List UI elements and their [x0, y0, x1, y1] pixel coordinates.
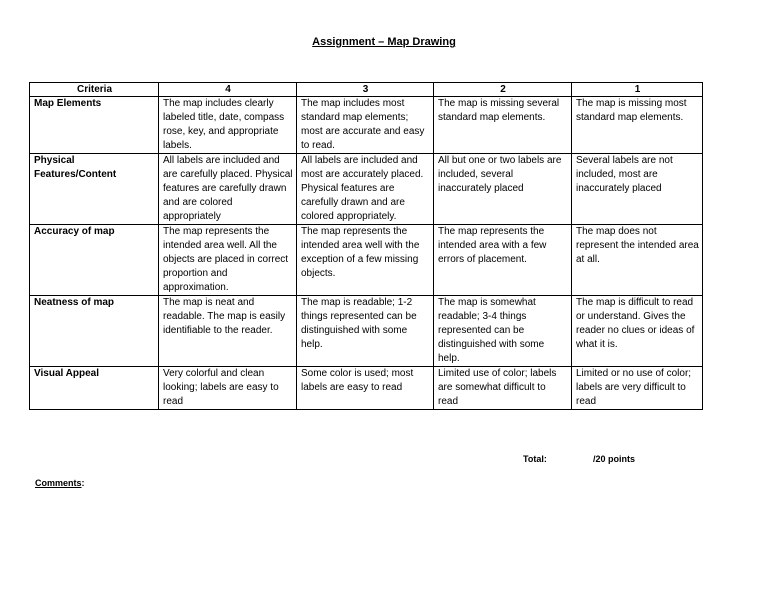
- rubric-cell: The map is somewhat readable; 3-4 things represented can be distinguished with some help.: [434, 296, 572, 367]
- total-points: /20 points: [593, 454, 636, 464]
- header-score-2: 2: [434, 83, 572, 97]
- header-row: [30, 83, 703, 97]
- comments-label-text: Comments: [35, 478, 82, 488]
- table-row: [30, 225, 703, 296]
- page-title: Assignment – Map Drawing: [312, 36, 456, 48]
- table-row: [30, 367, 703, 410]
- rubric-cell: Several labels are not included, most are inaccurately placed: [572, 154, 703, 225]
- rubric-cell: The map represents the intended area well with the exception of a few missing objects.: [297, 225, 434, 296]
- rubric-cell: The map represents the intended area with a few errors of placement.: [434, 225, 572, 296]
- rubric-cell: The map is readable; 1-2 things represented can be distinguished with some help.: [297, 296, 434, 367]
- criteria-cell: Map Elements: [30, 97, 159, 154]
- rubric-cell: The map includes clearly labeled title, date, compass rose, key, and appropriate labels.: [159, 97, 297, 154]
- rubric-cell: The map represents the intended area well. All the objects are placed in correct proportion and approximation.: [159, 225, 297, 296]
- rubric-cell: The map is missing several standard map elements.: [434, 97, 572, 154]
- rubric-cell: Some color is used; most labels are easy to read: [297, 367, 434, 410]
- header-score-4: 4: [159, 83, 297, 97]
- rubric-cell: Limited or no use of color; labels are very difficult to read: [572, 367, 703, 410]
- rubric-cell: All but one or two labels are included, several inaccurately placed: [434, 154, 572, 225]
- header-score-1: 1: [572, 83, 703, 97]
- header-criteria: Criteria: [30, 83, 159, 97]
- rubric-cell: The map is difficult to read or understand. Gives the reader no clues or ideas of what it is.: [572, 296, 703, 367]
- table-row: [30, 296, 703, 367]
- total-label: Total:: [523, 454, 547, 464]
- table-row: [30, 154, 703, 225]
- rubric-cell: The map includes most standard map elements; most are accurate and easy to read.: [297, 97, 434, 154]
- comments-colon: :: [81, 478, 85, 488]
- criteria-cell: Accuracy of map: [30, 225, 159, 296]
- rubric-cell: All labels are included and are carefully placed. Physical features are carefully drawn and are colored appropriately: [159, 154, 297, 225]
- rubric-cell: The map does not represent the intended area at all.: [572, 225, 703, 296]
- header-score-3: 3: [297, 83, 434, 97]
- rubric-cell: All labels are included and most are accurately placed. Physical features are carefully drawn and are colored appropriately.: [297, 154, 434, 225]
- comments-label: [35, 478, 85, 488]
- criteria-cell: Physical Features/Content: [30, 154, 159, 225]
- rubric-cell: The map is missing most standard map elements.: [572, 97, 703, 154]
- criteria-cell: Neatness of map: [30, 296, 159, 367]
- criteria-cell: Visual Appeal: [30, 367, 159, 410]
- rubric-cell: Very colorful and clean looking; labels are easy to read: [159, 367, 297, 410]
- table-row: [30, 97, 703, 154]
- rubric-cell: The map is neat and readable. The map is easily identifiable to the reader.: [159, 296, 297, 367]
- rubric-cell: Limited use of color; labels are somewhat difficult to read: [434, 367, 572, 410]
- rubric-table: [29, 82, 703, 410]
